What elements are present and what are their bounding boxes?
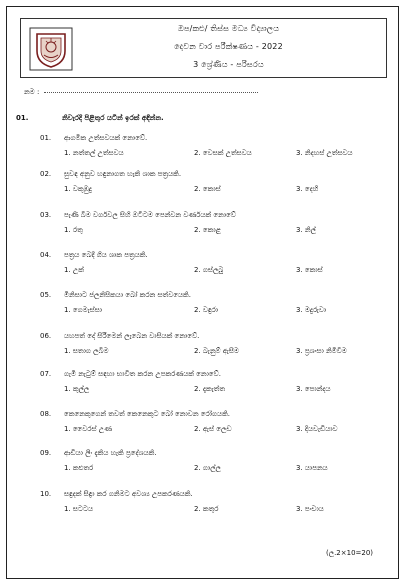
option-3: 3. මදුරුවා bbox=[296, 306, 327, 314]
question-text: යහපත් දේ සිරීමෙන් ලැබෙන වාසියක් නොවේ. bbox=[64, 332, 200, 340]
question bbox=[0, 170, 407, 210]
question-text: ගැමි නැටුම් සඳහා භාවිත කරන උපකරණයක් නොවේ. bbox=[64, 370, 221, 378]
question bbox=[0, 449, 407, 489]
question bbox=[0, 332, 407, 372]
question-number: 03. bbox=[40, 211, 52, 219]
question bbox=[0, 251, 407, 291]
question bbox=[0, 134, 407, 174]
option-1: 1. වකුඹුදු bbox=[64, 185, 92, 193]
option-1: 1. වෛරස් උණ bbox=[64, 425, 112, 433]
question bbox=[0, 410, 407, 450]
option-1: 1. කුල්ල bbox=[64, 385, 90, 393]
option-3: 3. නිදහස් උත්සවය bbox=[296, 149, 353, 157]
question-number: 06. bbox=[40, 332, 52, 340]
option-2: 2. වඳුරා bbox=[194, 306, 219, 314]
question-text: ආඩියා ලිං දැකිය හැකි ප්‍රදේශයකි. bbox=[64, 449, 157, 457]
option-1: 1. රතු bbox=[64, 226, 83, 234]
school-name: ඔප/කළු/ තිස්ස මධ්‍ය විද්‍යාලය bbox=[177, 24, 280, 33]
option-3: 3. දියවැඩියාව bbox=[296, 425, 338, 433]
option-1: 1. නත්තල් උත්සවය bbox=[64, 149, 124, 157]
paper-header bbox=[20, 18, 387, 78]
option-2: 2. වෙසක් උත්සවය bbox=[194, 149, 252, 157]
question-number: 04. bbox=[40, 251, 52, 259]
question-number: 02. bbox=[40, 170, 52, 178]
option-3: 3. නිල් bbox=[296, 226, 316, 234]
question-number: 08. bbox=[40, 410, 52, 418]
question-text: ආගමික උත්සවයක් නොවේ. bbox=[64, 134, 148, 142]
question bbox=[0, 370, 407, 410]
marks-allocation: (ල.2×10=20) bbox=[326, 549, 374, 557]
question bbox=[0, 291, 407, 331]
option-3: 3. ප්‍රශංසා නිමිවීම bbox=[296, 347, 347, 355]
question-text: සඳුදක් සිඳ්‍රා කර ගනිමට අවශ්‍ය උපකරණයකි. bbox=[64, 490, 193, 498]
question-text: පැණි බීම වර්ගවල සිහි ඔටීටම පෙන්වන වර්ණයක් නොවේ bbox=[64, 211, 236, 219]
exam-title: දෙවන වාර පරීක්ෂණය - 2022 bbox=[174, 42, 283, 51]
option-2: 2. ගාල්ල bbox=[194, 464, 221, 472]
question-text: පත්‍රය බෙදී ගිය ශාක පත්‍රයකි. bbox=[64, 251, 148, 259]
option-2: 2. බැනුම් ඇසීම bbox=[194, 347, 239, 355]
option-3: 3. පංචාය bbox=[296, 505, 324, 513]
option-1: 1. සටටය bbox=[64, 505, 94, 513]
question bbox=[0, 490, 407, 530]
question-text: කෙනෙකුගෙන් තවත් කෙනෙකුට බෝ නොවන රෝගයකි. bbox=[64, 410, 230, 418]
option-1: 1. සතාග ලබීම bbox=[64, 347, 109, 355]
question-number: 05. bbox=[40, 291, 52, 299]
option-2: 2. දැකැත්ත bbox=[194, 385, 226, 393]
option-3: 3. දෙහි bbox=[296, 185, 319, 193]
name-label: නම : bbox=[24, 88, 40, 96]
name-line bbox=[44, 92, 258, 93]
section-number: 01. bbox=[16, 114, 29, 122]
option-2: 2. කතුර bbox=[194, 505, 219, 513]
option-3: 3. යාපනය bbox=[296, 464, 328, 472]
grade-subject: 3 ශ්‍රේණිය - පරිසරය bbox=[193, 60, 264, 69]
option-2: 2. කොළ bbox=[194, 226, 221, 234]
option-1: 1. කළුතර bbox=[64, 464, 94, 472]
school-crest-icon bbox=[29, 27, 73, 71]
option-2: 2. ගස්ලබු bbox=[194, 266, 224, 274]
option-1: 1. ගෙමැස්සා bbox=[64, 306, 103, 314]
option-3: 3. පොන්දය bbox=[296, 385, 331, 393]
option-1: 1. උක් bbox=[64, 266, 84, 274]
question-text: සුවඳ අනුව හඳුනාගත හැකි ශාක පත්‍රයකි. bbox=[64, 170, 182, 178]
option-3: 3. කොස් bbox=[296, 266, 323, 274]
option-2: 2. කොස් bbox=[194, 185, 221, 193]
section-instruction: නිවැරදි පිළිතුර යටින් ඉරක් අඳින්න. bbox=[62, 114, 164, 122]
question-number: 07. bbox=[40, 370, 52, 378]
question-text: මිනිසාට ජලනිසිකයා බෝ කරන සත්වයෙකි. bbox=[64, 291, 191, 299]
option-2: 2. ඇස් ලෙඩ bbox=[194, 425, 232, 433]
question-number: 01. bbox=[40, 134, 52, 142]
question bbox=[0, 211, 407, 251]
question-number: 10. bbox=[40, 490, 52, 498]
question-number: 09. bbox=[40, 449, 52, 457]
